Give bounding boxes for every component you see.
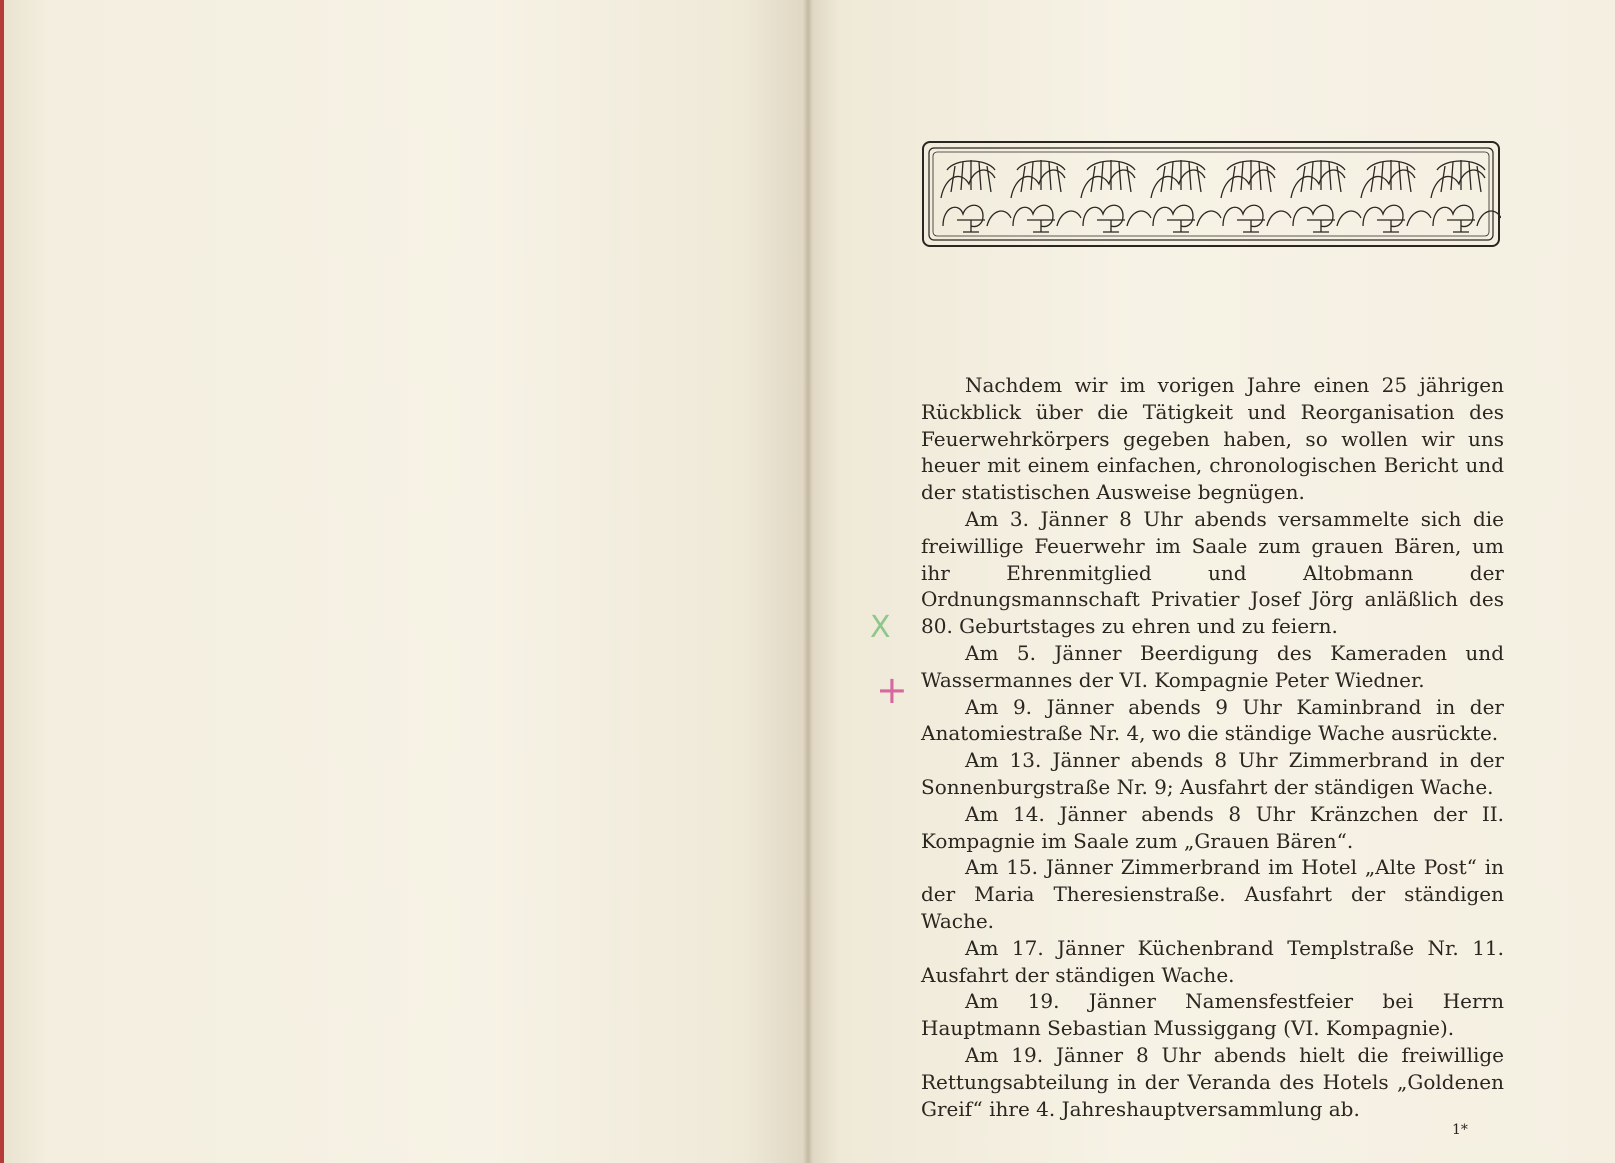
green-x-margin-mark: X <box>870 610 891 645</box>
paragraph-jan-19-rettung: Am 19. Jänner 8 Uhr abends hielt die freiwillige Rettungsabteilung in der Veranda des Hotels „Goldenen Greif“ ihre 4. Jahreshauptversammlung ab. <box>921 1042 1504 1121</box>
paragraph-jan-15: Am 15. Jänner Zimmerbrand im Hotel „Alte Post“ in der Maria Theresienstraße. Ausfahrt der ständigen Wache. <box>921 855 1504 933</box>
paragraph-jan-14: Am 14. Jänner abends 8 Uhr Kränzchen der II. Kompagnie im Saale zum „Grauen Bären“. <box>921 801 1504 853</box>
paragraph-jan-19-namensfest: Am 19. Jänner Namensfestfeier bei Herrn Hauptmann Sebastian Mussiggang (VI. Kompagnie). <box>921 989 1504 1041</box>
pink-plus-margin-mark: + <box>876 668 908 712</box>
paragraph-jan-3: Am 3. Jänner 8 Uhr abends versammelte sich die freiwillige Feuerwehr im Saale zum grauen Bären, um ihr Ehrenmitglied und Altobmann der Ordnungsmannschaft Privatier Josef Jörg anläßlich des 80. Geburtstages zu ehren und zu feiern. <box>921 506 1504 639</box>
paragraph-jan-9: Am 9. Jänner abends 9 Uhr Kaminbrand in der Anatomiestraße Nr. 4, wo die ständige Wache ausrückte. <box>921 694 1504 746</box>
paragraph-introduction: Nachdem wir im vorigen Jahre einen 25 jährigen Rückblick über die Tätigkeit und Reorganisation des Feuerwehrkörpers gegeben haben, so wollen wir uns heuer mit einem einfachen, chronologischen Bericht und der statistischen Ausweise begnügen. <box>921 373 1504 505</box>
book-gutter <box>803 0 813 1163</box>
paragraph-jan-5: Am 5. Jänner Beerdigung des Kameraden und Wassermannes der VI. Kompagnie Peter Wiedner. <box>921 640 1504 692</box>
red-edge-strip <box>0 0 4 1163</box>
art-nouveau-border-ornament-icon <box>921 140 1501 248</box>
page-number: 1* <box>1452 1122 1468 1138</box>
chronicle-text <box>921 372 1504 1122</box>
paragraph-jan-17: Am 17. Jänner Küchenbrand Templstraße Nr. 11. Ausfahrt der ständigen Wache. <box>921 935 1504 987</box>
paragraph-jan-13: Am 13. Jänner abends 8 Uhr Zimmerbrand in der Sonnenburgstraße Nr. 9; Ausfahrt der ständigen Wache. <box>921 748 1504 799</box>
